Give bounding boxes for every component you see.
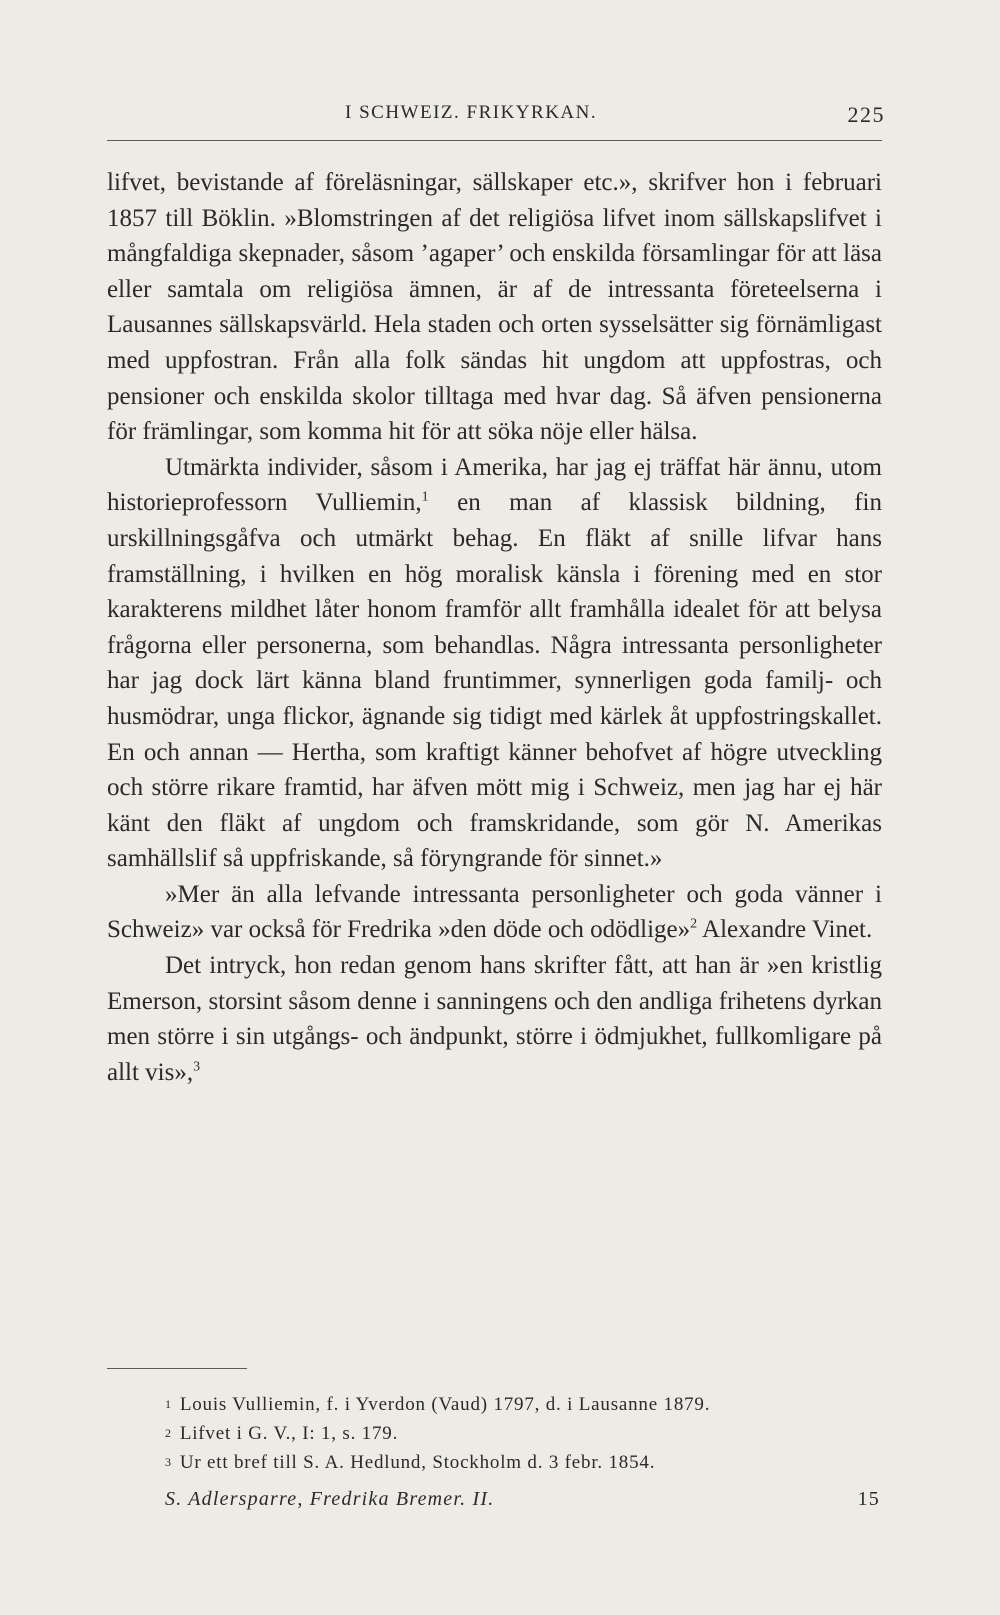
footnote-reference: 3 (193, 1059, 201, 1075)
footnote-reference: 2 (690, 917, 698, 933)
paragraph-text: lifvet, bevistande af föreläsningar, sällskaper etc.», skrifver hon i februari 1857 till Böklin. »Blomstringen af det religiösa lifvet inom sällskapslifvet i mångfaldiga skepnader, såsom ’agaper’ och enskilda församlingar för att läsa eller samtala om religiösa ämnen, är af de intressanta företeelserna i Lausannes sällskapsvärld. Hela staden och orten sysselsätter sig förnämligast med uppfostran. Från alla folk sändas hit ungdom att uppfostras, och pensioner och enskilda skolor tilltaga med hvar dag. Så äfven pensionerna för främlingar, som komma hit för att söka nöje eller hälsa. (107, 169, 882, 446)
footnote-reference: 1 (421, 490, 429, 506)
paragraph-text: »Mer än alla lefvande intressanta personligheter och goda vänner i Schweiz» var också för Fredrika »den döde och odödlige» (107, 880, 882, 944)
running-head (105, 102, 885, 128)
footnote-mark: 3 (165, 1455, 172, 1469)
paragraph (107, 948, 882, 1090)
body-text (107, 165, 882, 1090)
footnote (165, 1419, 885, 1448)
paragraph-text: Utmärkta individer, såsom i Amerika, har jag ej träffat här ännu, utom historieprofessorn Vulliemin, (107, 453, 882, 517)
paragraph (107, 877, 882, 948)
footnote (165, 1390, 885, 1419)
footnote (165, 1448, 885, 1477)
footnote-text: Louis Vulliemin, f. i Yverdon (Vaud) 1797, d. i Lausanne 1879. (179, 1394, 711, 1415)
paragraph-text: en man af klassisk bildning, fin urskillningsgåfva och utmärkt behag. En fläkt af snille lifvar hans framställning, i hvilken en hög moralisk känsla i förening med en stor karakterens mildhet låter honom framför allt framhålla idealet för att belysa frågorna eller personerna, som behandlas. Några intressanta personligheter har jag dock lärt känna bland fruntimmer, synnerligen goda familj- och husmödrar, unga flickor, ägnande sig tidigt med kärlek åt uppfostringskallet. En och annan — Hertha, som kraftigt känner behofvet af högre utveckling och större rikare framtid, har äfven mött mig i Schweiz, men jag har ej här känt den fläkt af ungdom och framskridande, som gör N. Amerikas samhällslif så uppfriskande, så föryngrande för sinnet.» (107, 489, 882, 873)
footnote-text: Lifvet i G. V., I: 1, s. 179. (179, 1423, 399, 1444)
paragraph (107, 450, 882, 877)
paragraph-text: Det intryck, hon redan genom hans skrifter fått, att han är »en kristlig Emerson, storsint såsom denne i sanningens och den andliga frihetens dyrkan men större i sin utgångs- och ändpunkt, större i ödmjukhet, fullkomligare på allt vis», (107, 952, 882, 1086)
footnote-text: Ur ett bref till S. A. Hedlund, Stockholm d. 3 febr. 1854. (179, 1452, 656, 1473)
footnote-rule (107, 1368, 247, 1369)
header-rule (107, 140, 882, 141)
paragraph-text: Alexandre Vinet. (697, 916, 873, 944)
page-number: 225 (847, 102, 885, 127)
footnote-mark: 1 (165, 1397, 172, 1411)
signature-line (165, 1488, 880, 1511)
footnotes (165, 1390, 885, 1477)
footnote-mark: 2 (165, 1426, 172, 1440)
running-head-title: I SCHWEIZ. FRIKYRKAN. (345, 102, 598, 123)
sheet-number: 15 (857, 1488, 880, 1510)
signature-text: S. Adlersparre, Fredrika Bremer. II. (165, 1488, 495, 1510)
paragraph (107, 165, 882, 450)
